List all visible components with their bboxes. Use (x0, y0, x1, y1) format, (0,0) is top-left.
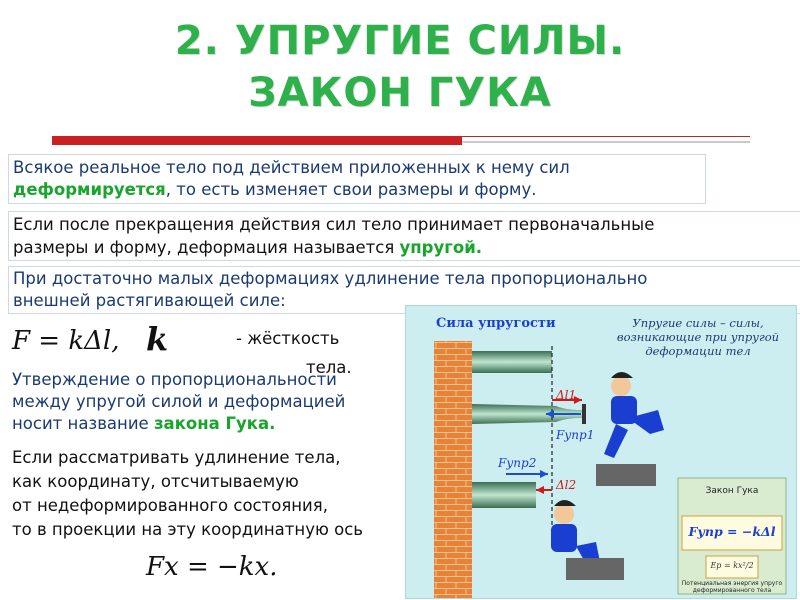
block-2 (566, 558, 624, 580)
p5-line4: то в проекции на эту координатную ось (12, 520, 363, 539)
label-dl2: Δl2 (556, 478, 577, 492)
stiffness-note-1: - жёсткость (236, 329, 340, 348)
inset-formula: Fупр = −kΔl (688, 524, 776, 539)
paragraph-coordinate (12, 446, 452, 542)
hooke-formula: F = kΔl, (12, 326, 120, 356)
p5-line3: от недеформированного состояния, (12, 496, 328, 515)
p4-line3: носит название (12, 414, 149, 433)
p2-line2: размеры и форму, деформация называется (13, 238, 395, 257)
paragraph-deformation (8, 154, 706, 204)
p3-line1: При достаточно малых деформациях удлинение тела пропорционально (13, 269, 648, 288)
page-title-line2: ЗАКОН ГУКА (248, 70, 552, 116)
p3-line2: внешней растягивающей силе: (13, 291, 286, 310)
stiffness-note-2: тела. (306, 358, 352, 377)
p2-line1: Если после прекращения действия сил тело принимает первоначальные (13, 215, 655, 234)
p4-highlight: закона Гука. (153, 414, 276, 433)
p1-highlight: деформируется (13, 180, 166, 199)
stiffness-symbol: k (146, 320, 169, 358)
label-f1: Fупр1 (556, 428, 595, 442)
p5-line1: Если рассматривать удлинение тела, (12, 448, 341, 467)
rod-compressed (472, 482, 536, 508)
block-1 (596, 464, 656, 486)
p1-text-after: , то есть изменяет свои размеры и форму. (165, 180, 537, 199)
person-1 (611, 376, 631, 396)
p2-highlight: упругой. (399, 238, 483, 257)
inset-caption: Потенциальная энергия упруго деформированного тела (681, 580, 783, 594)
figure-caption: Упругие силы – силы, возникающие при упругой деформации тел (616, 316, 780, 358)
inset-energy: Eр = kx²/2 (710, 561, 754, 570)
person-2 (554, 504, 574, 524)
p1-text: Всякое реальное тело под действием приложенных к нему сил (13, 158, 570, 177)
paragraph-elastic (8, 211, 800, 261)
projection-formula: Fx = −kx. (146, 552, 278, 582)
page-title-line1: 2. УПРУГИЕ СИЛЫ. (174, 18, 626, 64)
rod-undeformed (472, 351, 552, 373)
p4-line1: Утверждение о пропорциональности (12, 370, 337, 389)
paragraph-hooke-law (12, 369, 410, 435)
elastic-force-figure (405, 305, 797, 599)
figure-title: Сила упругости (436, 316, 556, 331)
p4-line2: между упругой силой и деформацией (12, 392, 346, 411)
inset-title: Закон Гука (705, 486, 759, 496)
label-f2: Fупр2 (498, 456, 537, 470)
brick-wall (434, 341, 472, 598)
p5-line2: как координату, отсчитываемую (12, 472, 299, 491)
title-underline-grey (462, 141, 750, 143)
label-dl1: Δl1 (556, 388, 577, 402)
title-underline-red (52, 136, 462, 145)
